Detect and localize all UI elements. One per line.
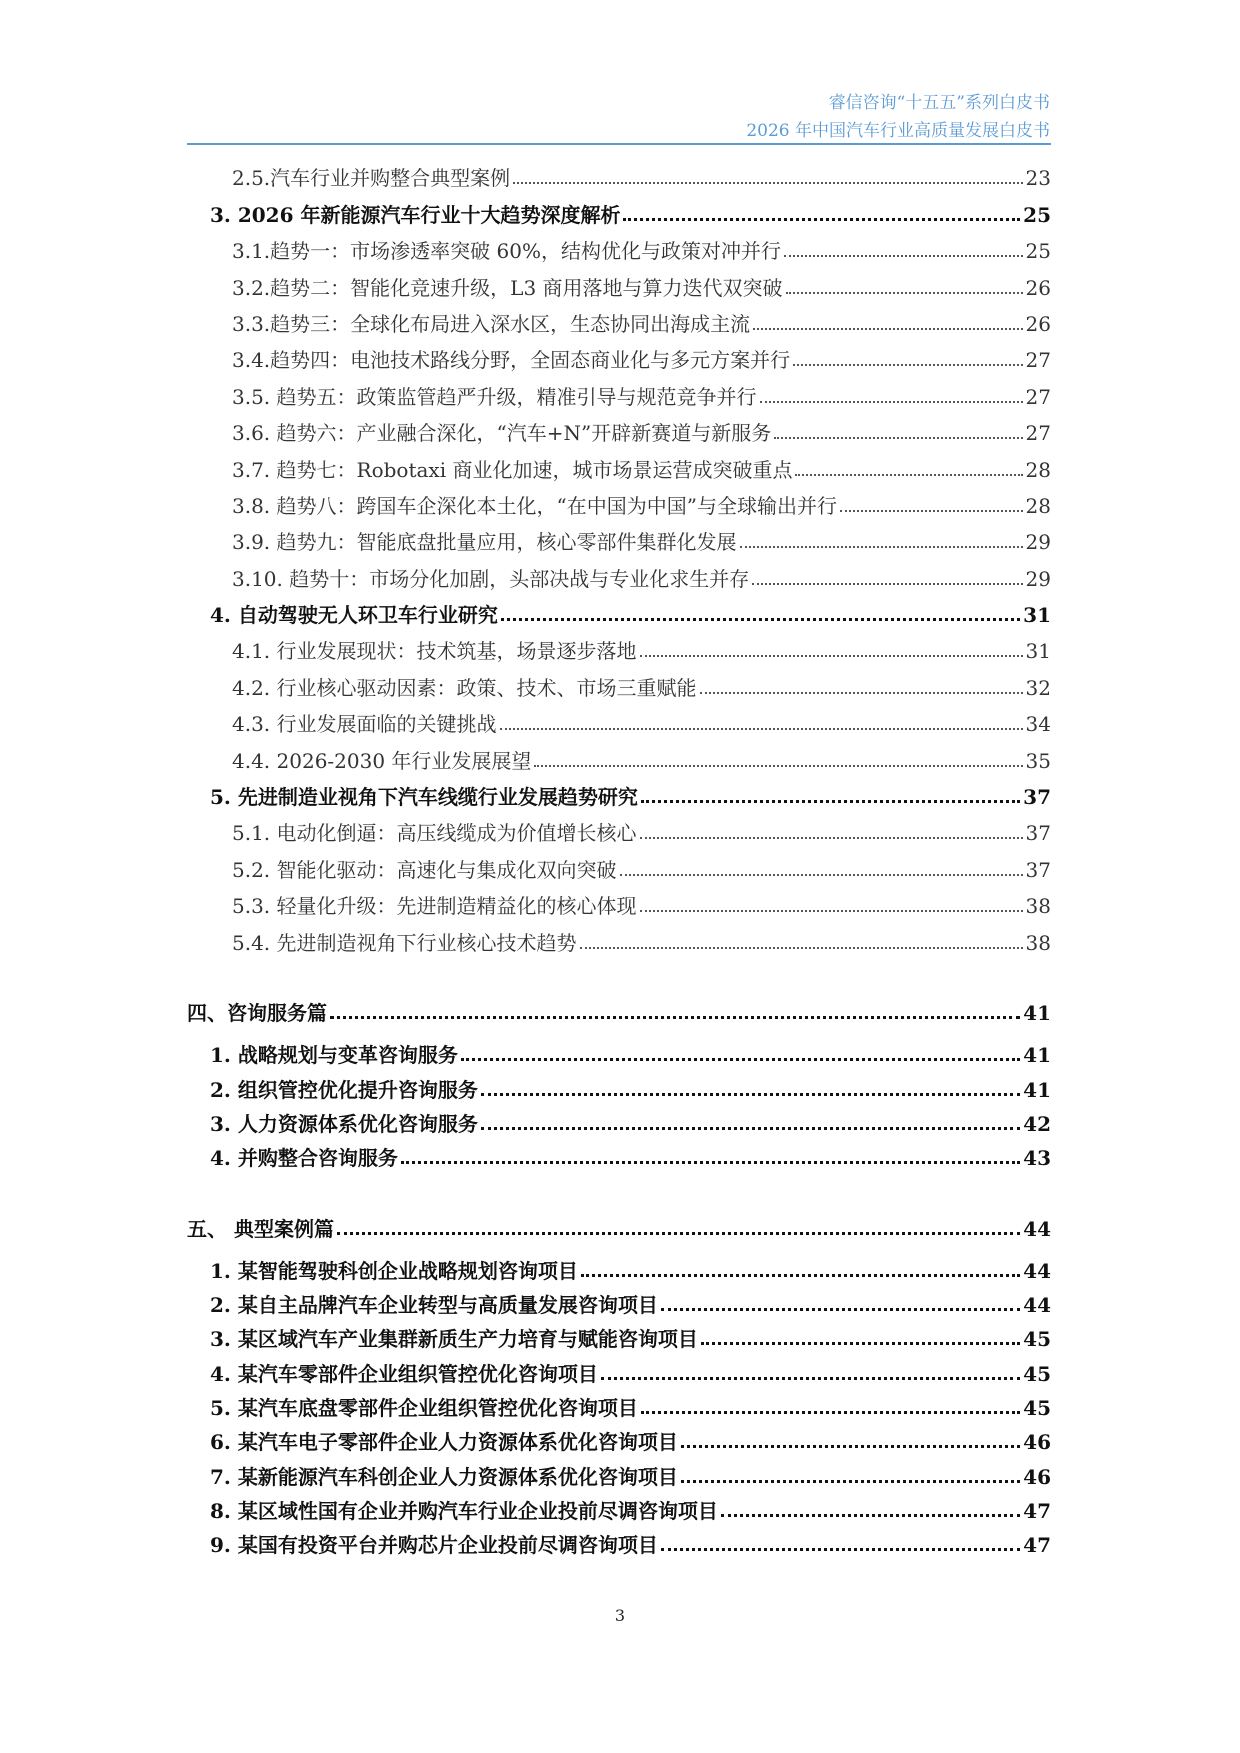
- toc-entry-title: 3.7. 趋势七：Robotaxi 商业化加速，城市场景运营成突破重点: [232, 457, 793, 482]
- toc-entry[interactable]: [187, 882, 1051, 918]
- toc-entry-page: 31: [1023, 603, 1051, 628]
- toc-entry-title: 4. 某汽车零部件企业组织管控优化咨询项目: [210, 1361, 598, 1386]
- header-document-title: 2026 年中国汽车行业高质量发展白皮书: [746, 121, 1050, 141]
- toc-entry-title: 3.3.趋势三：全球化布局进入深水区，生态协同出海成主流: [232, 311, 751, 336]
- dot-leader: [501, 618, 1020, 621]
- dot-leader: [774, 437, 1022, 439]
- toc-entry-title: 4. 自动驾驶无人环卫车行业研究: [210, 603, 498, 628]
- toc-entry-title: 3.2.趋势二：智能化竞速升级，L3 商用落地与算力迭代双突破: [232, 275, 783, 300]
- toc-entry-title: 五、 典型案例篇: [187, 1216, 334, 1241]
- toc-entry[interactable]: [187, 1136, 1051, 1170]
- toc-entry-page: 44: [1023, 1258, 1051, 1283]
- dot-leader: [700, 692, 1023, 694]
- toc-entry-title: 4.2. 行业核心驱动因素：政策、技术、市场三重赋能: [232, 675, 697, 700]
- toc-entry-page: 23: [1025, 166, 1051, 191]
- dot-leader: [661, 1548, 1020, 1551]
- dot-leader: [641, 800, 1020, 803]
- dot-leader: [721, 1514, 1020, 1517]
- toc-entry-page: 25: [1023, 202, 1051, 227]
- toc-entry-page: 41: [1023, 1000, 1051, 1025]
- dot-leader: [500, 728, 1023, 730]
- dot-leader: [581, 1274, 1020, 1277]
- toc-entry[interactable]: [187, 700, 1051, 736]
- dot-leader: [740, 546, 1023, 548]
- toc-entry-title: 5. 先进制造业视角下汽车线缆行业发展趋势研究: [210, 785, 638, 810]
- toc-entry-title: 5.2. 智能化驱动：高速化与集成化双向突破: [232, 857, 617, 882]
- toc-entry[interactable]: [187, 1204, 1051, 1240]
- dot-leader: [786, 292, 1023, 294]
- toc-entry[interactable]: [187, 554, 1051, 590]
- dot-leader: [401, 1161, 1020, 1164]
- toc-entry-title: 5.1. 电动化倒逼：高压线缆成为价值增长核心: [232, 821, 637, 846]
- toc-entry-page: 47: [1023, 1498, 1051, 1523]
- toc-entry-title: 7. 某新能源汽车科创企业人力资源体系优化咨询项目: [210, 1464, 678, 1489]
- toc-entry-page: 37: [1025, 857, 1051, 882]
- toc-entry-page: 25: [1025, 239, 1051, 264]
- toc-entry-page: 47: [1023, 1533, 1051, 1558]
- dot-leader: [840, 510, 1023, 512]
- toc-entry-page: 42: [1023, 1111, 1051, 1136]
- toc-entry-page: 37: [1023, 785, 1051, 810]
- toc-entry[interactable]: [187, 1523, 1051, 1557]
- header-divider: [187, 143, 1051, 145]
- dot-leader: [661, 1308, 1020, 1311]
- toc-entry[interactable]: [187, 1283, 1051, 1317]
- toc-entry-title: 2.5.汽车行业并购整合典型案例: [232, 166, 511, 191]
- dot-leader: [513, 182, 1022, 184]
- toc-entry-title: 3.4.趋势四：电池技术路线分野，全固态商业化与多元方案并行: [232, 348, 791, 373]
- toc-entry-title: 1. 某智能驾驶科创企业战略规划咨询项目: [210, 1258, 578, 1283]
- toc-entry[interactable]: [187, 1102, 1051, 1136]
- dot-leader: [784, 255, 1023, 257]
- header-series-title: 睿信咨询“十五五”系列白皮书: [828, 93, 1050, 113]
- toc-entry[interactable]: [187, 372, 1051, 408]
- toc-entry[interactable]: [187, 263, 1051, 299]
- toc-entry-page: 29: [1025, 566, 1051, 591]
- toc-entry-page: 26: [1025, 275, 1051, 300]
- toc-entry[interactable]: [187, 773, 1051, 809]
- toc-entry-title: 4. 并购整合咨询服务: [210, 1146, 398, 1171]
- dot-leader: [793, 364, 1022, 366]
- dot-leader: [640, 910, 1023, 912]
- toc-entry-page: 29: [1025, 530, 1051, 555]
- toc-entry-page: 27: [1025, 421, 1051, 446]
- toc-entry-page: 38: [1025, 894, 1051, 919]
- toc-entry-title: 2. 某自主品牌汽车企业转型与高质量发展咨询项目: [210, 1293, 658, 1318]
- toc-entry[interactable]: [187, 736, 1051, 772]
- toc-entry-title: 5. 某汽车底盘零部件企业组织管控优化咨询项目: [210, 1396, 638, 1421]
- toc-entry[interactable]: [187, 1033, 1051, 1067]
- dot-leader: [753, 328, 1022, 330]
- dot-leader: [701, 1342, 1020, 1345]
- toc-entry-page: 28: [1025, 493, 1051, 518]
- dot-leader: [330, 1016, 1020, 1019]
- toc-entry-page: 45: [1023, 1327, 1051, 1352]
- toc-entry-title: 3.8. 趋势八：跨国车企深化本土化，“在中国为中国”与全球输出并行: [232, 493, 837, 518]
- toc-entry-page: 27: [1025, 384, 1051, 409]
- toc-entry-page: 46: [1023, 1464, 1051, 1489]
- toc-entry-page: 41: [1023, 1077, 1051, 1102]
- dot-leader: [461, 1058, 1020, 1061]
- toc-entry[interactable]: [187, 518, 1051, 554]
- toc-entry[interactable]: [187, 1489, 1051, 1523]
- toc-entry-title: 2. 组织管控优化提升咨询服务: [210, 1077, 478, 1102]
- toc-entry-page: 45: [1023, 1361, 1051, 1386]
- toc-entry-title: 8. 某区域性国有企业并购汽车行业企业投前尽调咨询项目: [210, 1498, 718, 1523]
- toc-entry[interactable]: [187, 809, 1051, 845]
- toc-entry[interactable]: [187, 663, 1051, 699]
- toc-entry-page: 46: [1023, 1430, 1051, 1455]
- toc-entry[interactable]: [187, 190, 1051, 226]
- toc-entry-page: 32: [1025, 675, 1051, 700]
- toc-entry-title: 3.1.趋势一：市场渗透率突破 60%，结构优化与政策对冲并行: [232, 239, 781, 264]
- toc-entry[interactable]: [187, 409, 1051, 445]
- dot-leader: [623, 218, 1020, 221]
- toc-entry-page: 44: [1023, 1216, 1051, 1241]
- toc-entry-page: 28: [1025, 457, 1051, 482]
- dot-leader: [752, 583, 1022, 585]
- toc-entry-page: 34: [1025, 712, 1051, 737]
- dot-leader: [481, 1127, 1020, 1130]
- toc-entry[interactable]: [187, 154, 1051, 190]
- toc-entry[interactable]: [187, 1420, 1051, 1454]
- toc-entry-page: 44: [1023, 1293, 1051, 1318]
- toc-entry-page: 35: [1025, 748, 1051, 773]
- toc-entry[interactable]: [187, 445, 1051, 481]
- toc-entry-page: 38: [1025, 930, 1051, 955]
- toc-entry[interactable]: [187, 1351, 1051, 1385]
- toc-entry[interactable]: [187, 918, 1051, 954]
- toc-entry-title: 3.9. 趋势九：智能底盘批量应用，核心零部件集群化发展: [232, 530, 737, 555]
- toc-entry-page: 43: [1023, 1146, 1051, 1171]
- dot-leader: [534, 765, 1022, 767]
- dot-leader: [795, 474, 1022, 476]
- toc-entry-title: 3. 2026 年新能源汽车行业十大趋势深度解析: [210, 202, 621, 227]
- toc-entry[interactable]: [187, 336, 1051, 372]
- page-number: 3: [614, 1606, 626, 1625]
- toc-entry-title: 4.1. 行业发展现状：技术筑基，场景逐步落地: [232, 639, 637, 664]
- dot-leader: [580, 947, 1023, 949]
- toc-entry-title: 3. 某区域汽车产业集群新质生产力培育与赋能咨询项目: [210, 1327, 698, 1352]
- dot-leader: [681, 1480, 1020, 1483]
- dot-leader: [681, 1445, 1020, 1448]
- toc-entry[interactable]: [187, 227, 1051, 263]
- dot-leader: [481, 1093, 1020, 1096]
- toc-entry-title: 3.6. 趋势六：产业融合深化，“汽车+N”开辟新赛道与新服务: [232, 421, 772, 446]
- toc-entry[interactable]: [187, 1249, 1051, 1283]
- dot-leader: [640, 655, 1023, 657]
- toc-entry-page: 37: [1025, 821, 1051, 846]
- toc-entry-page: 45: [1023, 1396, 1051, 1421]
- toc-entry[interactable]: [187, 1386, 1051, 1420]
- toc-entry-title: 5.3. 轻量化升级：先进制造精益化的核心体现: [232, 894, 637, 919]
- toc-entry-title: 1. 战略规划与变革咨询服务: [210, 1043, 458, 1068]
- toc-entry[interactable]: [187, 627, 1051, 663]
- toc-entry[interactable]: [187, 1454, 1051, 1488]
- toc-entry-page: 27: [1025, 348, 1051, 373]
- dot-leader: [760, 401, 1023, 403]
- table-of-contents: [187, 154, 1051, 1557]
- toc-entry-title: 5.4. 先进制造视角下行业核心技术趋势: [232, 930, 577, 955]
- toc-entry-title: 9. 某国有投资平台并购芯片企业投前尽调咨询项目: [210, 1533, 658, 1558]
- toc-entry-title: 四、咨询服务篇: [187, 1000, 327, 1025]
- dot-leader: [641, 1411, 1020, 1414]
- toc-entry-title: 3.5. 趋势五：政策监管趋严升级，精准引导与规范竞争并行: [232, 384, 757, 409]
- toc-entry[interactable]: [187, 1067, 1051, 1101]
- toc-entry-title: 3.10. 趋势十：市场分化加剧，头部决战与专业化求生并存: [232, 566, 750, 591]
- toc-entry-title: 4.4. 2026-2030 年行业发展展望: [232, 748, 532, 773]
- toc-entry-page: 41: [1023, 1043, 1051, 1068]
- dot-leader: [337, 1232, 1020, 1235]
- dot-leader: [620, 874, 1023, 876]
- toc-entry[interactable]: [187, 1317, 1051, 1351]
- toc-entry-page: 26: [1025, 311, 1051, 336]
- toc-entry-title: 6. 某汽车电子零部件企业人力资源体系优化咨询项目: [210, 1430, 678, 1455]
- toc-entry[interactable]: [187, 989, 1051, 1025]
- dot-leader: [640, 837, 1023, 839]
- toc-entry[interactable]: [187, 482, 1051, 518]
- toc-entry[interactable]: [187, 300, 1051, 336]
- toc-entry-title: 4.3. 行业发展面临的关键挑战: [232, 712, 497, 737]
- toc-entry-title: 3. 人力资源体系优化咨询服务: [210, 1111, 478, 1136]
- toc-entry[interactable]: [187, 845, 1051, 881]
- dot-leader: [601, 1377, 1020, 1380]
- toc-entry-page: 31: [1025, 639, 1051, 664]
- toc-entry[interactable]: [187, 591, 1051, 627]
